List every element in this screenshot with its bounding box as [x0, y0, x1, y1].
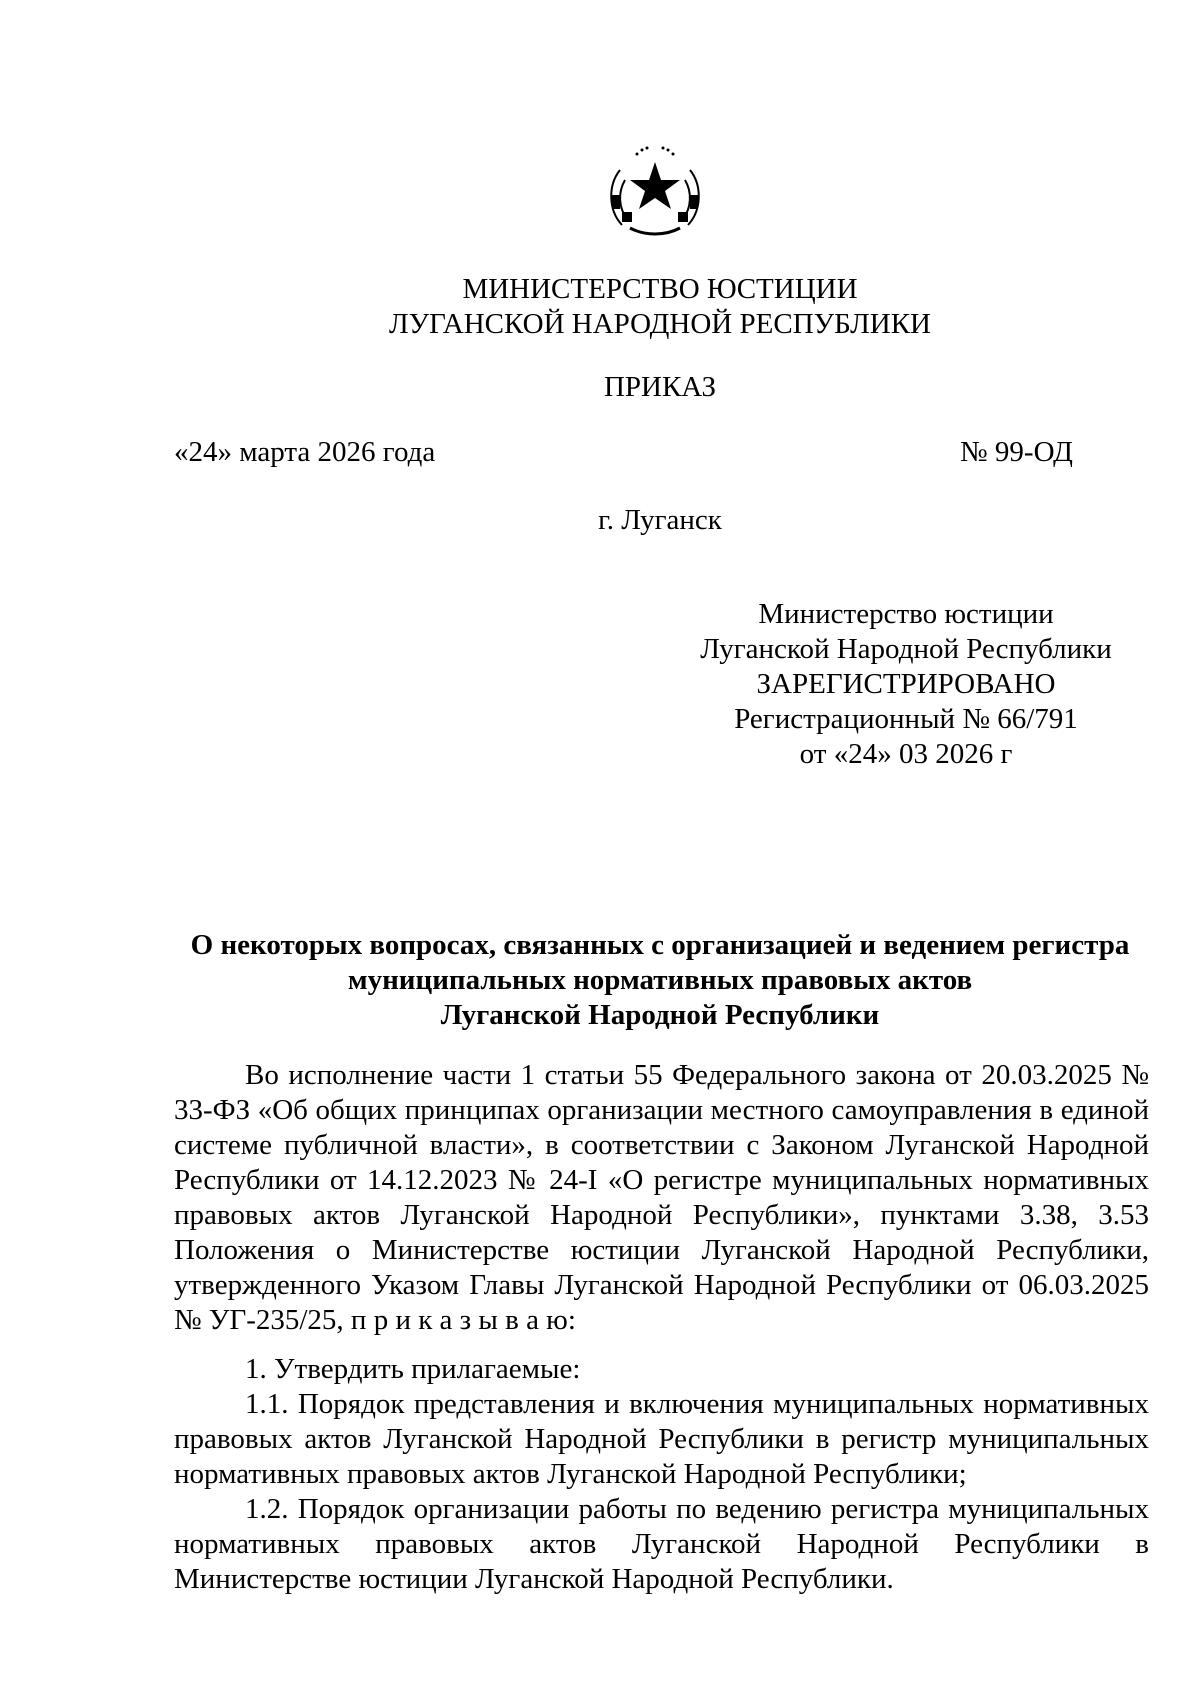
order-city: г. Луганск	[598, 504, 722, 536]
registration-stamp	[690, 597, 1122, 772]
registration-line-5: от «24» 03 2026 г	[799, 738, 1013, 770]
order-title: ПРИКАЗ	[603, 371, 717, 403]
order-date: «24» марта 2026 года	[174, 436, 436, 468]
ministry-line-2: ЛУГАНСКОЙ НАРОДНОЙ РЕСПУБЛИКИ	[388, 308, 931, 340]
body-item-1-1: 1.1. Порядок представления и включения муниципальных нормативных правовых актов Луганской Народной Республики в регистр муниципальных нормативных правовых актов Луганской Народной Республики;	[174, 1388, 1149, 1490]
ministry-name	[0, 272, 1200, 342]
order-subject	[180, 928, 1140, 1033]
state-emblem-icon	[600, 140, 710, 240]
body-item-1-2: 1.2. Порядок организации работы по ведению регистра муниципальных нормативных правовых актов Луганской Народной Республики в Министерстве юстиции Луганской Народной Республики.	[174, 1493, 1149, 1595]
subject-line-1: О некоторых вопросах, связанных с организацией и ведением регистра	[190, 929, 1130, 961]
order-number: № 99-ОД	[960, 436, 1073, 468]
body-items-block	[174, 1352, 1149, 1597]
body-preamble: Во исполнение части 1 статьи 55 Федерального закона от 20.03.2025 № 33-ФЗ «Об общих принципах организации местного самоуправления в единой системе публичной власти», в соответствии с Законом Луганской Народной Республики от 14.12.2023 № 24-I «О регистре муниципальных нормативных правовых актов Луганской Народной Республики», пунктами 3.38, 3.53 Положения о Министерстве юстиции Луганской Народной Республики, утвержденного Указом Главы Луганской Народной Республики от 06.03.2025 № УГ-235/25, п р и к а з ы в а ю:	[174, 1059, 1149, 1336]
registration-line-2: Луганской Народной Республики	[700, 633, 1112, 665]
registration-line-1: Министерство юстиции	[758, 598, 1054, 630]
subject-line-3: Луганской Народной Республики	[440, 999, 880, 1031]
registration-line-4: Регистрационный № 66/791	[734, 703, 1078, 735]
subject-line-2: муниципальных нормативных правовых актов	[347, 964, 973, 996]
body-preamble-block	[174, 1058, 1149, 1338]
body-item-1: 1. Утвердить прилагаемые:	[245, 1353, 581, 1385]
ministry-line-1: МИНИСТЕРСТВО ЮСТИЦИИ	[462, 273, 858, 305]
registration-line-3: ЗАРЕГИСТРИРОВАНО	[756, 668, 1056, 700]
